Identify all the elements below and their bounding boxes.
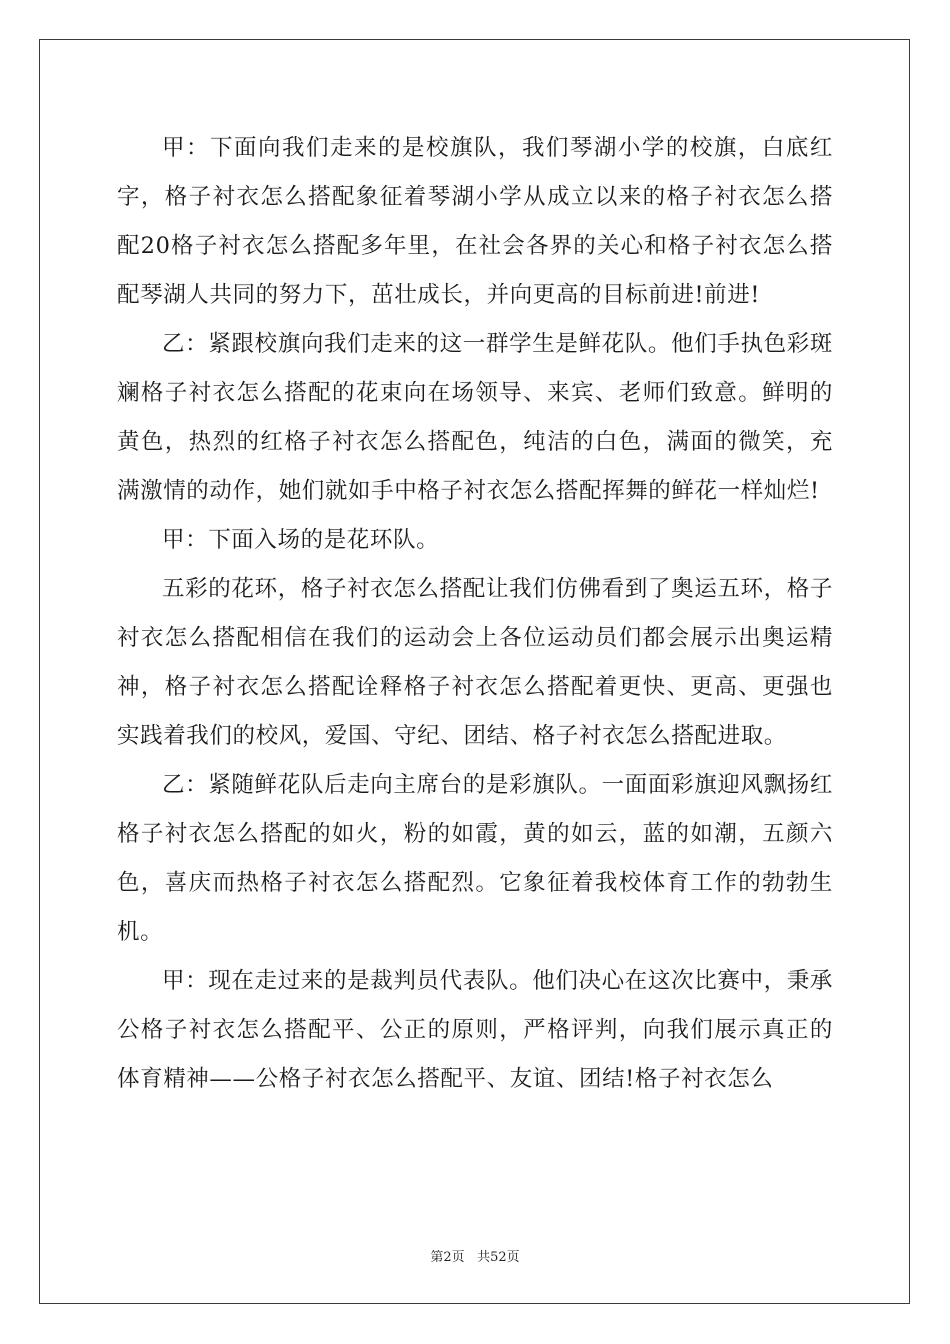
paragraph: 五彩的花环，格子衬衣怎么搭配让我们仿佛看到了奥运五环，格子衬衣怎么搭配相信在我们的运动会上各位运动员们都会展示出奥运精神，格子衬衣怎么搭配诠释格子衬衣怎么搭配着更快、更高、更强也实践着我们的校风，爱国、守纪、团结、格子衬衣怎么搭配进取。 <box>117 576 833 749</box>
paragraph: 乙：紧随鲜花队后走向主席台的是彩旗队。一面面彩旗迎风飘扬红格子衬衣怎么搭配的如火，粉的如霞，黄的如云，蓝的如潮，五颜六色，喜庆而热格子衬衣怎么搭配烈。它象征着我校体育工作的勃勃生机。 <box>117 772 833 945</box>
page-number: 第2页 <box>430 1250 465 1265</box>
paragraph: 乙：紧跟校旗向我们走来的这一群学生是鲜花队。他们手执色彩斑斓格子衬衣怎么搭配的花束向在场领导、来宾、老师们致意。鲜明的黄色，热烈的红格子衬衣怎么搭配色，纯洁的白色，满面的微笑，充满激情的动作，她们就如手中格子衬衣怎么搭配挥舞的鲜花一样灿烂! <box>117 331 833 504</box>
paragraph: 甲：下面向我们走来的是校旗队，我们琴湖小学的校旗，白底红字，格子衬衣怎么搭配象征着琴湖小学从成立以来的格子衬衣怎么搭配20格子衬衣怎么搭配多年里，在社会各界的关心和格子衬衣怎么搭配琴湖人共同的努力下，茁壮成长，并向更高的目标前进!前进! <box>117 135 833 308</box>
page-total: 共52页 <box>477 1250 520 1265</box>
paragraph: 甲：现在走过来的是裁判员代表队。他们决心在这次比赛中，秉承公格子衬衣怎么搭配平、公正的原则，严格评判，向我们展示真正的体育精神——公格子衬衣怎么搭配平、友谊、团结!格子衬衣怎么 <box>117 968 833 1092</box>
paragraph: 甲：下面入场的是花环队。 <box>162 527 440 553</box>
document-body <box>117 124 833 1104</box>
page-footer <box>0 1246 950 1265</box>
